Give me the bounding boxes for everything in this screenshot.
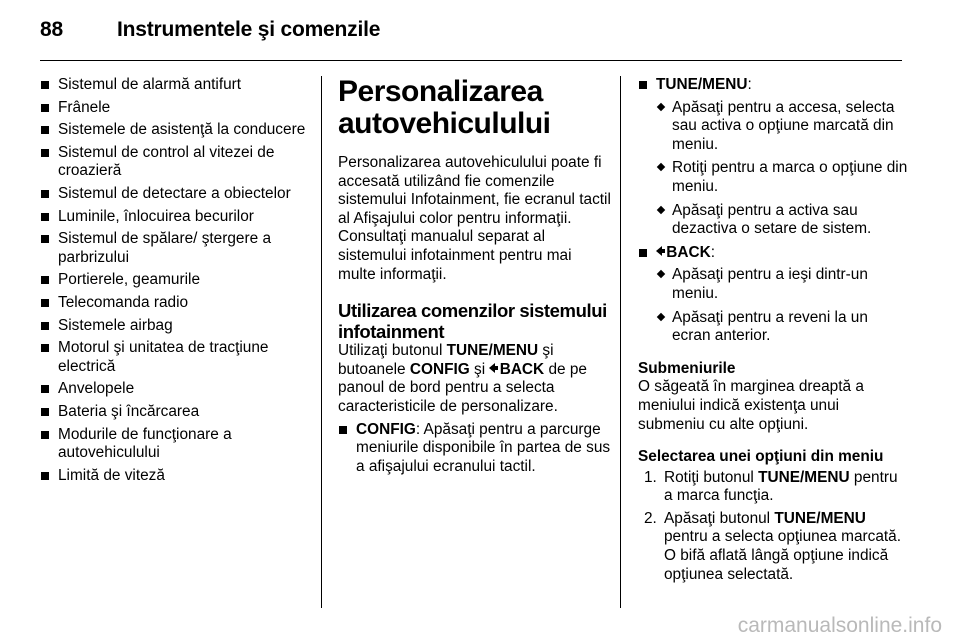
square-bullet-icon xyxy=(41,344,49,352)
back-arrow-icon xyxy=(489,363,495,373)
square-bullet-icon xyxy=(41,213,49,221)
list-item: Anvelopele xyxy=(40,380,308,399)
section-heading: Personalizarea autovehiculului xyxy=(338,75,551,140)
topic-list xyxy=(40,76,308,485)
square-bullet-icon xyxy=(639,249,647,257)
page-title: Instrumentele şi comenzile xyxy=(117,18,381,41)
square-bullet-icon xyxy=(41,408,49,416)
tune-menu-sublist xyxy=(656,99,910,239)
subsection-heading: Utilizarea comenzilor sistemului infotainment xyxy=(338,300,607,343)
steps-list xyxy=(638,469,910,585)
list-item: Sistemul de control al vitezei de croazieră xyxy=(40,144,308,181)
list-item: Limită de viteză xyxy=(40,467,308,486)
diamond-bullet-icon xyxy=(657,102,665,110)
square-bullet-icon xyxy=(41,431,49,439)
list-item: Frânele xyxy=(40,99,308,118)
intro-paragraph: Personalizarea autovehiculului poate fi accesată utilizând fie comenzile sistemului Infotainment, fie ecranul tactil al Afişajului color pentru informaţii. Consultaţi manualul separat al sistemului infotainment pentru mai multe informaţii. xyxy=(338,154,611,283)
square-bullet-icon xyxy=(41,276,49,284)
list-item: Telecomanda radio xyxy=(40,294,308,313)
list-item-tune-menu: TUNE/MENU: Apăsaţi pentru a accesa, selecta sau activa o opţiune marcată din meniu. Rotiţi pentru a marca o opţiune din meniu. Apăsaţi pentru a activa sau dezactiva o setare de sistem. xyxy=(638,76,910,239)
square-bullet-icon xyxy=(41,149,49,157)
back-button-label: BACK xyxy=(489,361,544,378)
square-bullet-icon xyxy=(41,235,49,243)
square-bullet-icon xyxy=(41,81,49,89)
column-divider-1 xyxy=(321,76,322,608)
diamond-bullet-icon xyxy=(657,312,665,320)
list-item: Portierele, geamurile xyxy=(40,271,308,290)
list-item: Bateria şi încărcarea xyxy=(40,403,308,422)
square-bullet-icon xyxy=(339,426,347,434)
diamond-bullet-icon xyxy=(657,270,665,278)
list-item: Rotiţi pentru a marca o opţiune din meniu. xyxy=(656,159,910,196)
page-number: 88 xyxy=(40,18,63,41)
square-bullet-icon xyxy=(41,472,49,480)
list-item: Sistemul de detectare a obiectelor xyxy=(40,185,308,204)
submenus-title: Submeniurile xyxy=(638,359,736,377)
list-item: Sistemele airbag xyxy=(40,317,308,336)
column-right xyxy=(638,76,910,588)
list-item: Luminile, înlocuirea becurilor xyxy=(40,208,308,227)
controls-list xyxy=(638,76,910,346)
list-item: Sistemele de asistenţă la conducere xyxy=(40,121,308,140)
list-item: Apăsaţi pentru a activa sau dezactiva o setare de sistem. xyxy=(656,202,910,239)
diamond-bullet-icon xyxy=(657,163,665,171)
selecting-title: Selectarea unei opţiuni din meniu xyxy=(638,448,884,466)
column-left xyxy=(40,76,308,489)
config-list xyxy=(338,421,613,477)
header-rule xyxy=(40,60,902,61)
watermark: carmanualsonline.info xyxy=(737,614,942,637)
column-divider-2 xyxy=(620,76,621,608)
square-bullet-icon xyxy=(41,299,49,307)
square-bullet-icon xyxy=(41,322,49,330)
list-item: 2. Apăsaţi butonul TUNE/MENU pentru a selecta opţiunea marcată. O bifă aflată lângă opţiune indică opţiunea selectată. xyxy=(644,509,901,583)
list-item: Motorul şi unitatea de tracţiune electrică xyxy=(40,339,308,376)
back-arrow-icon xyxy=(656,246,662,256)
square-bullet-icon xyxy=(639,81,647,89)
list-item: Sistemul de alarmă antifurt xyxy=(40,76,308,95)
list-item: 1. Rotiţi butonul TUNE/MENU pentru a marca funcţia. xyxy=(644,468,898,505)
list-item: Modurile de funcţionare a autovehiculului xyxy=(40,426,308,463)
square-bullet-icon xyxy=(41,126,49,134)
list-item: Apăsaţi pentru a reveni la un ecran anterior. xyxy=(656,309,910,346)
list-item: CONFIG: Apăsaţi pentru a parcurge meniurile disponibile în partea de sus a afişajului ecranului tactil. xyxy=(338,421,613,477)
column-middle xyxy=(338,76,613,480)
list-item: Apăsaţi pentru a ieşi dintr-un meniu. xyxy=(656,266,910,303)
list-item: Sistemul de spălare/ ştergere a parbrizului xyxy=(40,230,308,267)
list-item: Apăsaţi pentru a accesa, selecta sau activa o opţiune marcată din meniu. xyxy=(656,99,910,155)
list-item-back: BACK: Apăsaţi pentru a ieşi dintr-un meniu. Apăsaţi pentru a reveni la un ecran anterior. xyxy=(638,244,910,346)
square-bullet-icon xyxy=(41,104,49,112)
usage-paragraph: Utilizaţi butonul TUNE/MENU şi butoanele CONFIG şi BACK de pe panoul de bord pentru a selecta caracteristicile de personalizare. xyxy=(338,342,587,415)
square-bullet-icon xyxy=(41,385,49,393)
back-sublist xyxy=(656,266,910,345)
square-bullet-icon xyxy=(41,190,49,198)
submenus-paragraph: O săgeată în marginea dreaptă a meniului indică existenţa unui submeniu cu alte opţiuni. xyxy=(638,378,864,433)
diamond-bullet-icon xyxy=(657,205,665,213)
